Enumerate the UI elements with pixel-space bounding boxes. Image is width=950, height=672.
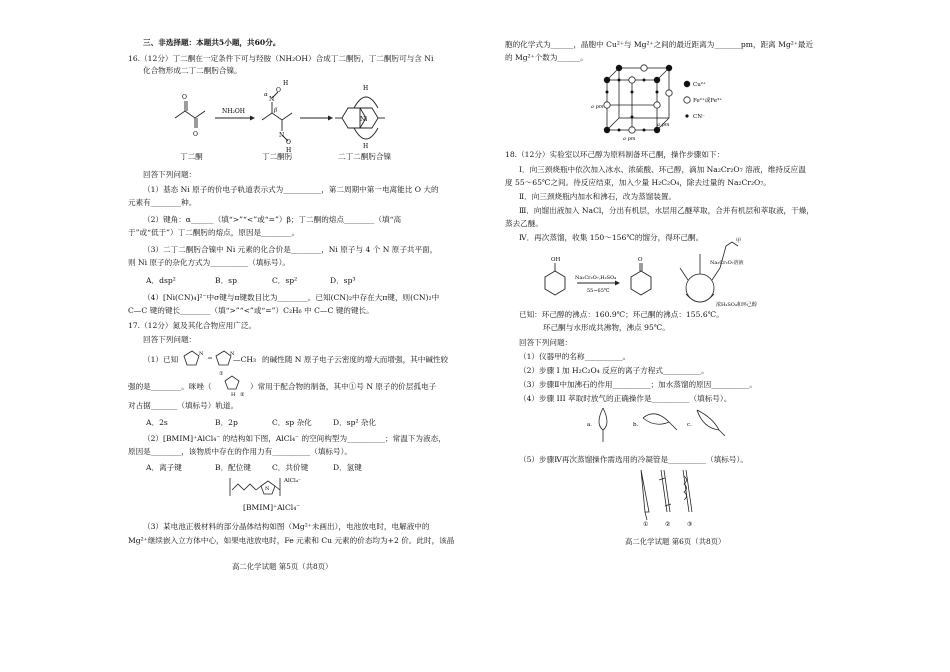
apparatus-acid: 浓H₂SO₄和环己醇 bbox=[716, 302, 757, 308]
q18-step2: Ⅱ．向三颈烧瓶内加水和沸石，改为蒸馏装置。 bbox=[519, 192, 677, 201]
q16-part4-a: （4）[Ni(CN)₄]²⁻中σ键与π键数目比为________。已知(CN)₂中存在大π键，则(CN)₂中 bbox=[143, 293, 440, 302]
complex-h1: H bbox=[363, 85, 369, 92]
footer-page5: 高二化学试题 第5页（共8页） bbox=[232, 562, 333, 571]
label-ni-complex: 二丁二酮肟合镍 bbox=[338, 152, 392, 161]
label-butanedione: 丁二酮 bbox=[180, 152, 203, 161]
legend-cn: CN⁻ bbox=[693, 114, 705, 120]
q18-known2: 环己酮与水形成共沸物，沸点 95℃。 bbox=[543, 323, 670, 332]
separatory-funnels bbox=[585, 404, 735, 446]
imidazole-mark1: ① bbox=[219, 371, 224, 377]
a-label-right: a pm bbox=[657, 122, 670, 128]
q17-part1-pre: （1）已知 bbox=[143, 355, 179, 364]
q16-part3-a: （3）二丁二酮肟合镍中 Ni 元素的化合价是________，Ni 原子与 4 个 N 原子共平面， bbox=[143, 245, 438, 254]
q16-part1-b: 元素有________种。 bbox=[128, 198, 197, 207]
section-title: 三、非选择题：本题共5小题，共60分。 bbox=[143, 38, 281, 47]
alcohol-oh: OH bbox=[551, 257, 561, 263]
crystal-structure bbox=[587, 62, 737, 142]
q17-part3-a: （3）某电池正极材料的部分晶体结构如图（Mg²⁺未画出），电池放电时，电解液中的 bbox=[143, 522, 430, 531]
q16-answer-intro: 回答下列问题： bbox=[143, 170, 197, 179]
imidazole-mark2: ② bbox=[240, 392, 245, 398]
q17-option-a: A．2s bbox=[146, 418, 168, 427]
funnel-b: b. bbox=[633, 422, 639, 428]
q18-known1: 已知：环己醇的沸点：160.9℃；环己酮的沸点：155.6℃。 bbox=[519, 310, 724, 319]
q17-part2-b: 原因是________，该物质中存在的作用力有__________（填标号）。 bbox=[128, 447, 353, 456]
bmim-n: N bbox=[265, 486, 270, 492]
q16-part2-a: （2）键角：α______（填“>”“<”或“=”）β；丁二酮的熔点________（填“高 bbox=[143, 215, 402, 224]
q16-stem-line1: 16.（12分）丁二酮在一定条件下可与羟胺（NH₂OH）合成丁二酮肟，丁二酮肟可与含 Ni bbox=[128, 54, 434, 63]
q18-q5: （5）步骤Ⅳ再次蒸馏操作需选用的冷凝管是__________（填标号）。 bbox=[519, 455, 748, 464]
q16-option-a: A．dsp² bbox=[146, 276, 176, 285]
pyrazole1-n: N bbox=[199, 351, 204, 357]
imidazole-structure bbox=[216, 368, 248, 398]
q17-option-b: B．2p bbox=[215, 418, 238, 427]
q18-stem: 18.（12分）实验室以环己醇为原料制备环己酮，操作步骤如下： bbox=[505, 150, 725, 159]
q17-option-d: D．sp² 杂化 bbox=[333, 418, 377, 427]
q17-option2-b: B．配位键 bbox=[215, 463, 251, 472]
bmim-label: [BMIM]⁺AlCl₄⁻ bbox=[243, 503, 301, 512]
q16-reaction-scheme bbox=[170, 78, 410, 154]
condensers bbox=[631, 466, 711, 528]
q17-option-c: C．sp 杂化 bbox=[272, 418, 312, 427]
ketone-o: O bbox=[638, 257, 643, 263]
pyrazole2-n: N bbox=[230, 351, 235, 357]
rxn-condition-top: Na₂Cr₂O₇,H₂SO₄ bbox=[575, 275, 617, 281]
dmg-h2: H bbox=[286, 147, 292, 154]
q17-part3-b: Mg²⁺继续嵌入立方体中心，如果电池放电时，Fe 元素和 Cu 元素的价态均为+2 价。此时，该晶 bbox=[128, 536, 455, 545]
q16-part1-a: （1）基态 Ni 原子的价电子轨道表示式为__________，第二周期中第一电离能比 O 大的 bbox=[143, 185, 439, 194]
q17-part1-c: 对占据_______（填标号）轨道。 bbox=[128, 401, 239, 410]
q18-q1: （1）仪器甲的名称__________。 bbox=[519, 352, 631, 361]
q17-cont-line1: 胞的化学式为______，晶胞中 Cu²⁺与 Mg²⁺之间的最近距离为_______pm，距离 Mg²⁺最近 bbox=[505, 40, 814, 49]
legend-fe: Fe²⁺或Fe³⁺ bbox=[693, 98, 723, 104]
page-6 bbox=[475, 0, 950, 672]
dmg-h1: H bbox=[283, 80, 289, 87]
q17-part1-post: 的碱性随 N 原子电子云密度的增大而增强，其中碱性较 bbox=[262, 355, 449, 364]
funnel-c: c. bbox=[687, 422, 692, 428]
bmim-structure bbox=[228, 474, 318, 500]
q18-q2: （2）步骤 I 加 H₂C₂O₄ 反应的离子方程式__________。 bbox=[519, 366, 709, 375]
label-dimethylglyoxime: 丁二酮肟 bbox=[262, 152, 293, 161]
reagent-label: NH₂OH bbox=[222, 108, 246, 115]
condenser-3: ③ bbox=[687, 521, 693, 528]
rxn-condition-bottom: 55~65℃ bbox=[587, 288, 610, 294]
q16-option-b: B．sp bbox=[215, 276, 237, 285]
q18-step3-a: Ⅲ．向馏出液加入 NaCl，分出有机层，水层用乙醚萃取，合并有机层和萃取液，干燥， bbox=[519, 206, 814, 215]
q16-part3-b: 则 Ni 原子的杂化方式为__________（填标号）。 bbox=[128, 258, 290, 267]
beta-label: β bbox=[274, 108, 278, 114]
q16-part2-b: 于”或“低于”）丁二酮肟的熔点，原因是________。 bbox=[128, 228, 300, 237]
a-label-left: a pm bbox=[591, 104, 604, 110]
complex-ni: Ni bbox=[360, 116, 368, 123]
bmim-alcl: AlCl₄⁻ bbox=[284, 478, 301, 484]
q17-option2-c: C．共价键 bbox=[272, 463, 309, 472]
imidazole-h: H bbox=[231, 392, 236, 398]
apparatus-jia: 甲 bbox=[736, 238, 742, 244]
q18-q3: （3）步骤Ⅱ中加沸石的作用__________；加水蒸馏的原因__________。 bbox=[519, 380, 757, 389]
q18-step1-a: Ⅰ．向三颈烧瓶中依次加入冰水、浓硫酸、环己醇，滴加 Na₂Cr₂O₇ 溶液，维持反应温 bbox=[519, 165, 806, 174]
dmg-n2: N bbox=[279, 132, 285, 139]
q18-step4: Ⅳ．再次蒸馏，收集 150～156℃的馏分，得环己酮。 bbox=[519, 233, 704, 242]
footer-page6: 高二化学试题 第6页（共8页） bbox=[625, 537, 726, 546]
q17-part2-a: （2）[BMIM]⁺AlCl₄⁻ 的结构如下图，AlCl₄⁻ 的空间构型为__________；常温下为液态， bbox=[143, 434, 446, 443]
a-label-bottom: a pm bbox=[623, 136, 636, 142]
q18-apparatus bbox=[670, 232, 760, 312]
q18-step1-b: 度 55～65℃之间。待反应结束，加入少量 H₂C₂O₄，除去过量的 Na₂Cr₂O₇。 bbox=[505, 178, 771, 187]
complex-h2: H bbox=[363, 143, 369, 150]
q17-cont-line2: 的 Mg²⁺个数为______。 bbox=[505, 53, 588, 62]
q17-stem: 17.（12分）氮及其化合物应用广泛。 bbox=[128, 321, 257, 330]
q18-reaction-scheme bbox=[535, 255, 665, 305]
apparatus-dichromate: Na₂Cr₂O₇溶液 bbox=[710, 260, 744, 266]
dmg-n1: N bbox=[269, 96, 275, 103]
q18-answer-intro: 回答下列问题： bbox=[519, 338, 573, 347]
q17-answer-intro: 回答下列问题： bbox=[143, 335, 197, 344]
dione-o1: O bbox=[182, 94, 187, 101]
condenser-1: ① bbox=[643, 521, 649, 528]
dmg-o2: O bbox=[286, 139, 291, 146]
q16-option-d: D．sp³ bbox=[330, 276, 356, 285]
methyl-label: —CH₃ bbox=[233, 355, 257, 364]
q16-part4-b: C—C 键的键长________（填“>”“<”或“=”）C₂H₆ 中 C—C 键的键长。 bbox=[128, 306, 374, 315]
q17-option2-a: A．离子键 bbox=[146, 463, 182, 472]
dione-o2: O bbox=[193, 131, 198, 138]
q17-part1-b-pre: 强的是________。咪唑（ bbox=[128, 382, 212, 391]
q17-part1-b-post: ）常用于配合物的制备，其中①号 N 原子的价层孤电子 bbox=[250, 382, 437, 391]
alpha-label: α bbox=[264, 92, 268, 98]
q17-option2-d: D．氢键 bbox=[333, 463, 362, 472]
funnel-a: a. bbox=[587, 422, 593, 428]
q16-option-c: C．sp² bbox=[272, 276, 298, 285]
q16-stem-line2: 化合物形成二丁二酮肟合镍。 bbox=[143, 66, 242, 75]
condenser-2: ② bbox=[665, 521, 671, 528]
q18-step3-b: 蒸去乙醚。 bbox=[505, 219, 543, 228]
dmg-o1: O bbox=[276, 87, 281, 94]
legend-cu: Cu²⁺ bbox=[693, 82, 706, 88]
q18-q4: （4）步骤 III 萃取时放气的正确操作是__________（填标号）。 bbox=[519, 394, 732, 403]
